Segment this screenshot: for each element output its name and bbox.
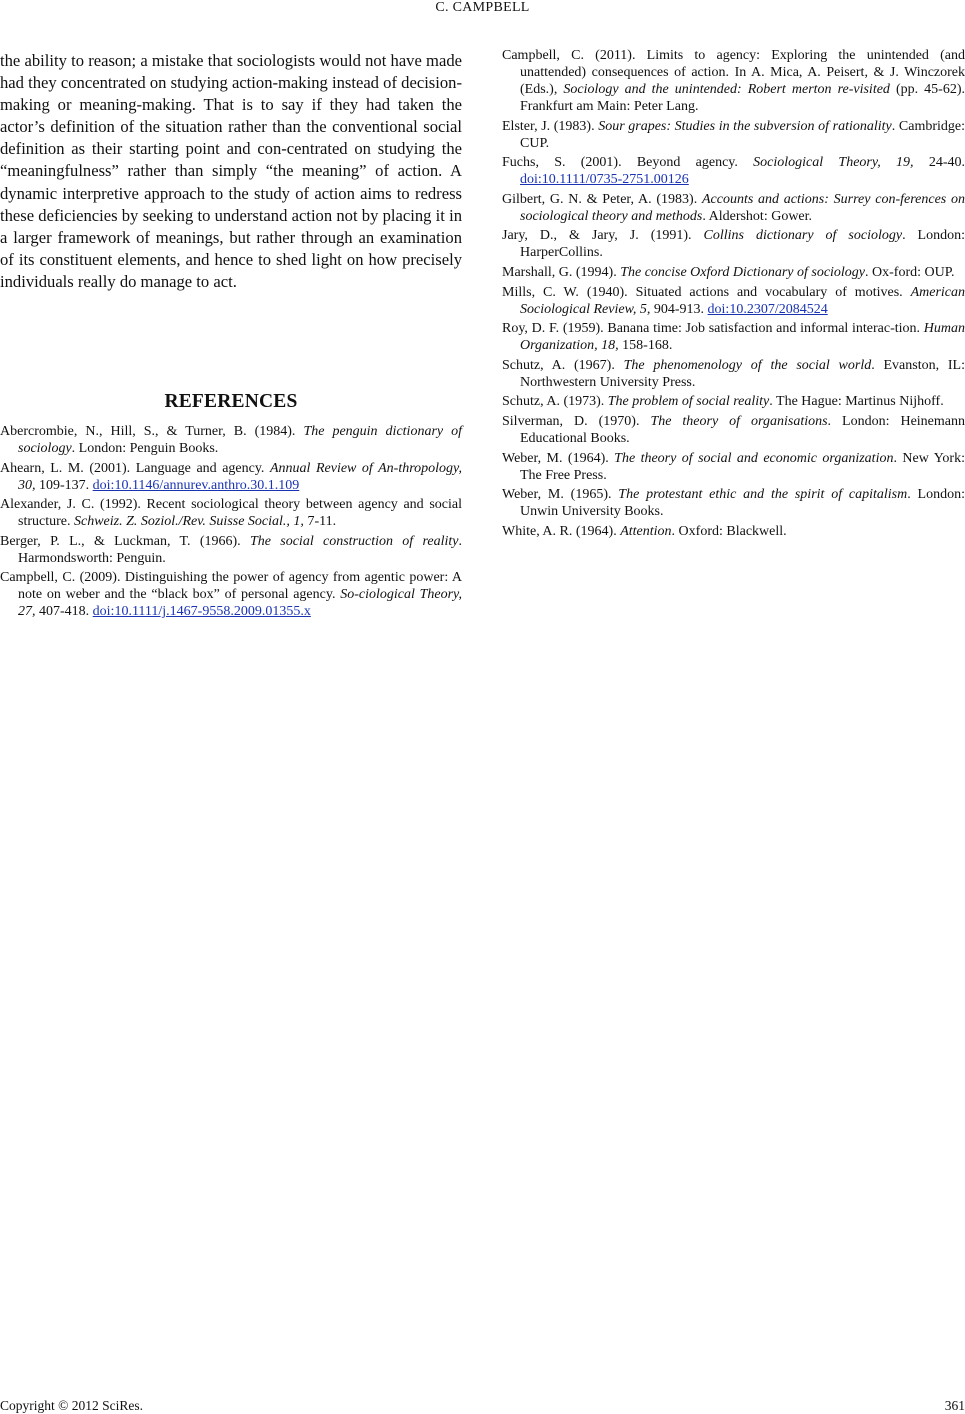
reference-title: So-ciological Theory, 27,	[18, 587, 462, 620]
reference-details: . Harmondsworth: Penguin.	[18, 533, 462, 566]
doi-link[interactable]: doi:10.1111/0735-2751.00126	[520, 172, 689, 188]
reference-details: . Ox-ford: OUP.	[865, 264, 955, 280]
page-number: 361	[944, 1398, 965, 1413]
doi-link[interactable]: doi:10.1146/annurev.anthro.30.1.109	[92, 477, 300, 493]
reference-details: 158-168.	[618, 338, 673, 354]
references-heading: REFERENCES	[164, 391, 298, 412]
reference-authors: Alexander, J. C. (1992). Recent sociological theory between agency and social structure.	[0, 497, 462, 530]
reference-title: Attention	[620, 523, 672, 539]
reference-entry	[502, 118, 965, 152]
reference-authors: Roy, D. F. (1959). Banana time: Job satisfaction and informal interac-tion.	[502, 321, 924, 337]
reference-authors: Weber, M. (1964).	[502, 450, 615, 466]
reference-title: Annual Review of An-thropology, 30,	[18, 460, 462, 493]
reference-entry	[502, 227, 965, 261]
doi-link[interactable]: doi:10.2307/2084524	[707, 301, 828, 317]
reference-details: . Evanston, IL: Northwestern University Press.	[520, 357, 965, 390]
reference-authors: Jary, D., & Jary, J. (1991).	[502, 228, 704, 244]
copyright-notice: Copyright © 2012 SciRes.	[0, 1398, 144, 1413]
doi-link[interactable]: doi:10.1111/j.1467-9558.2009.01355.x	[92, 604, 311, 620]
reference-authors: Ahearn, L. M. (2001). Language and agency.	[0, 460, 270, 476]
reference-entry	[502, 47, 965, 115]
reference-title: Collins dictionary of sociology	[703, 228, 903, 244]
reference-title: The phenomenology of the social world	[623, 357, 872, 373]
right-column	[502, 47, 965, 542]
reference-title: American Sociological Review, 5,	[520, 284, 965, 317]
reference-details: . London: Unwin University Books.	[520, 487, 965, 520]
reference-authors: Mills, C. W. (1940). Situated actions and vocabulary of motives.	[502, 284, 911, 300]
reference-entry	[0, 460, 462, 494]
reference-authors: Gilbert, G. N. & Peter, A. (1983).	[502, 191, 702, 207]
reference-entry	[0, 496, 462, 530]
reference-authors: Marshall, G. (1994).	[502, 264, 621, 280]
reference-details: . London: Penguin Books.	[71, 441, 219, 456]
reference-entry	[502, 191, 965, 225]
reference-authors: Silverman, D. (1970).	[502, 413, 651, 429]
reference-list-left	[0, 423, 462, 623]
reference-title: The problem of social reality	[607, 394, 770, 410]
reference-details: 24-40.	[913, 155, 965, 171]
reference-authors: White, A. R. (1964).	[502, 523, 621, 539]
reference-entry	[502, 450, 965, 484]
reference-authors: Schutz, A. (1967).	[502, 357, 624, 373]
reference-authors: Campbell, C. (2011). Limits to agency: Exploring the unintended (and unattended) consequences of action. In A. Mica, A. Peisert, & J. Winczorek (Eds.),	[502, 48, 965, 97]
reference-details: . New York: The Free Press.	[520, 450, 965, 483]
reference-authors: Weber, M. (1965).	[502, 487, 619, 503]
reference-details: 904-913.	[650, 301, 708, 317]
reference-entry	[502, 413, 965, 447]
reference-details: 109-137.	[35, 477, 93, 493]
reference-entry	[502, 357, 965, 391]
reference-authors: Fuchs, S. (2001). Beyond agency.	[502, 155, 754, 171]
reference-details: 7-11.	[303, 514, 337, 530]
reference-details: (pp. 45-62). Frankfurt am Main: Peter Lang.	[520, 82, 965, 114]
reference-title: The penguin dictionary of sociology	[18, 424, 462, 456]
reference-details: . London: HarperCollins.	[520, 228, 965, 261]
reference-title: Accounts and actions: Surrey con-ferences on sociological theory and methods	[520, 191, 965, 224]
reference-title: Sociology and the unintended: Robert merton re-visited	[563, 82, 890, 97]
reference-authors: Berger, P. L., & Luckman, T. (1966).	[0, 533, 250, 549]
reference-entry	[502, 264, 965, 281]
reference-entry	[502, 284, 965, 318]
left-column	[0, 50, 462, 620]
reference-details: . Oxford: Blackwell.	[671, 523, 787, 539]
reference-entry	[0, 569, 462, 620]
reference-details: . London: Heinemann Educational Books.	[520, 413, 965, 446]
reference-title: The concise Oxford Dictionary of sociology	[620, 264, 866, 280]
reference-title: Sour grapes: Studies in the subversion of rationality	[598, 118, 892, 134]
reference-authors: Schutz, A. (1973).	[502, 394, 608, 410]
reference-entry	[0, 533, 462, 567]
reference-details: . Aldershot: Gower.	[702, 208, 813, 224]
reference-authors: Abercrombie, N., Hill, S., & Turner, B. (1984).	[0, 424, 304, 439]
reference-details: . Cambridge: CUP.	[520, 118, 965, 151]
body-paragraph: the ability to reason; a mistake that sociologists would not have made had they concentrated on studying action-making instead of decision-making or meaning-making. That is to say if they had taken the actor’s definition of the situation rather than the conventional social definition as their starting point and con-centrated on studying the “meaningfulness” rather than simply “the meaning” of action. A dynamic interpretive approach to the study of action aims to redress these deficiencies by seeking to understand action not by placing it in a larger framework of meanings, but rather through an examination of its constituent elements, and hence to shed light on how precisely individuals really do manage to act.	[0, 51, 462, 291]
reference-details: . The Hague: Martinus Nijhoff.	[769, 394, 944, 410]
reference-entry	[502, 320, 965, 354]
reference-title: The theory of organisations	[650, 413, 828, 429]
reference-entry	[502, 523, 965, 540]
reference-authors: Elster, J. (1983).	[502, 118, 599, 134]
reference-list-right	[502, 47, 965, 540]
reference-entry	[502, 486, 965, 520]
reference-title: Human Organization, 18,	[520, 321, 965, 354]
reference-title: The social construction of reality	[249, 533, 459, 549]
reference-entry	[0, 423, 462, 457]
reference-details: 407-418.	[35, 604, 93, 620]
reference-entry	[502, 393, 965, 410]
reference-entry	[502, 154, 965, 188]
reference-title: Sociological Theory, 19,	[753, 155, 914, 171]
reference-title: The theory of social and economic organization	[614, 450, 894, 466]
running-head: C. CAMPBELL	[435, 0, 530, 15]
reference-authors: Campbell, C. (2009). Distinguishing the power of agency from agentic power: A note on weber and the “black box” of personal agency.	[0, 570, 462, 603]
reference-title: The protestant ethic and the spirit of capitalism	[618, 487, 908, 503]
reference-title: Schweiz. Z. Soziol./Rev. Suisse Social., 1,	[73, 514, 304, 530]
